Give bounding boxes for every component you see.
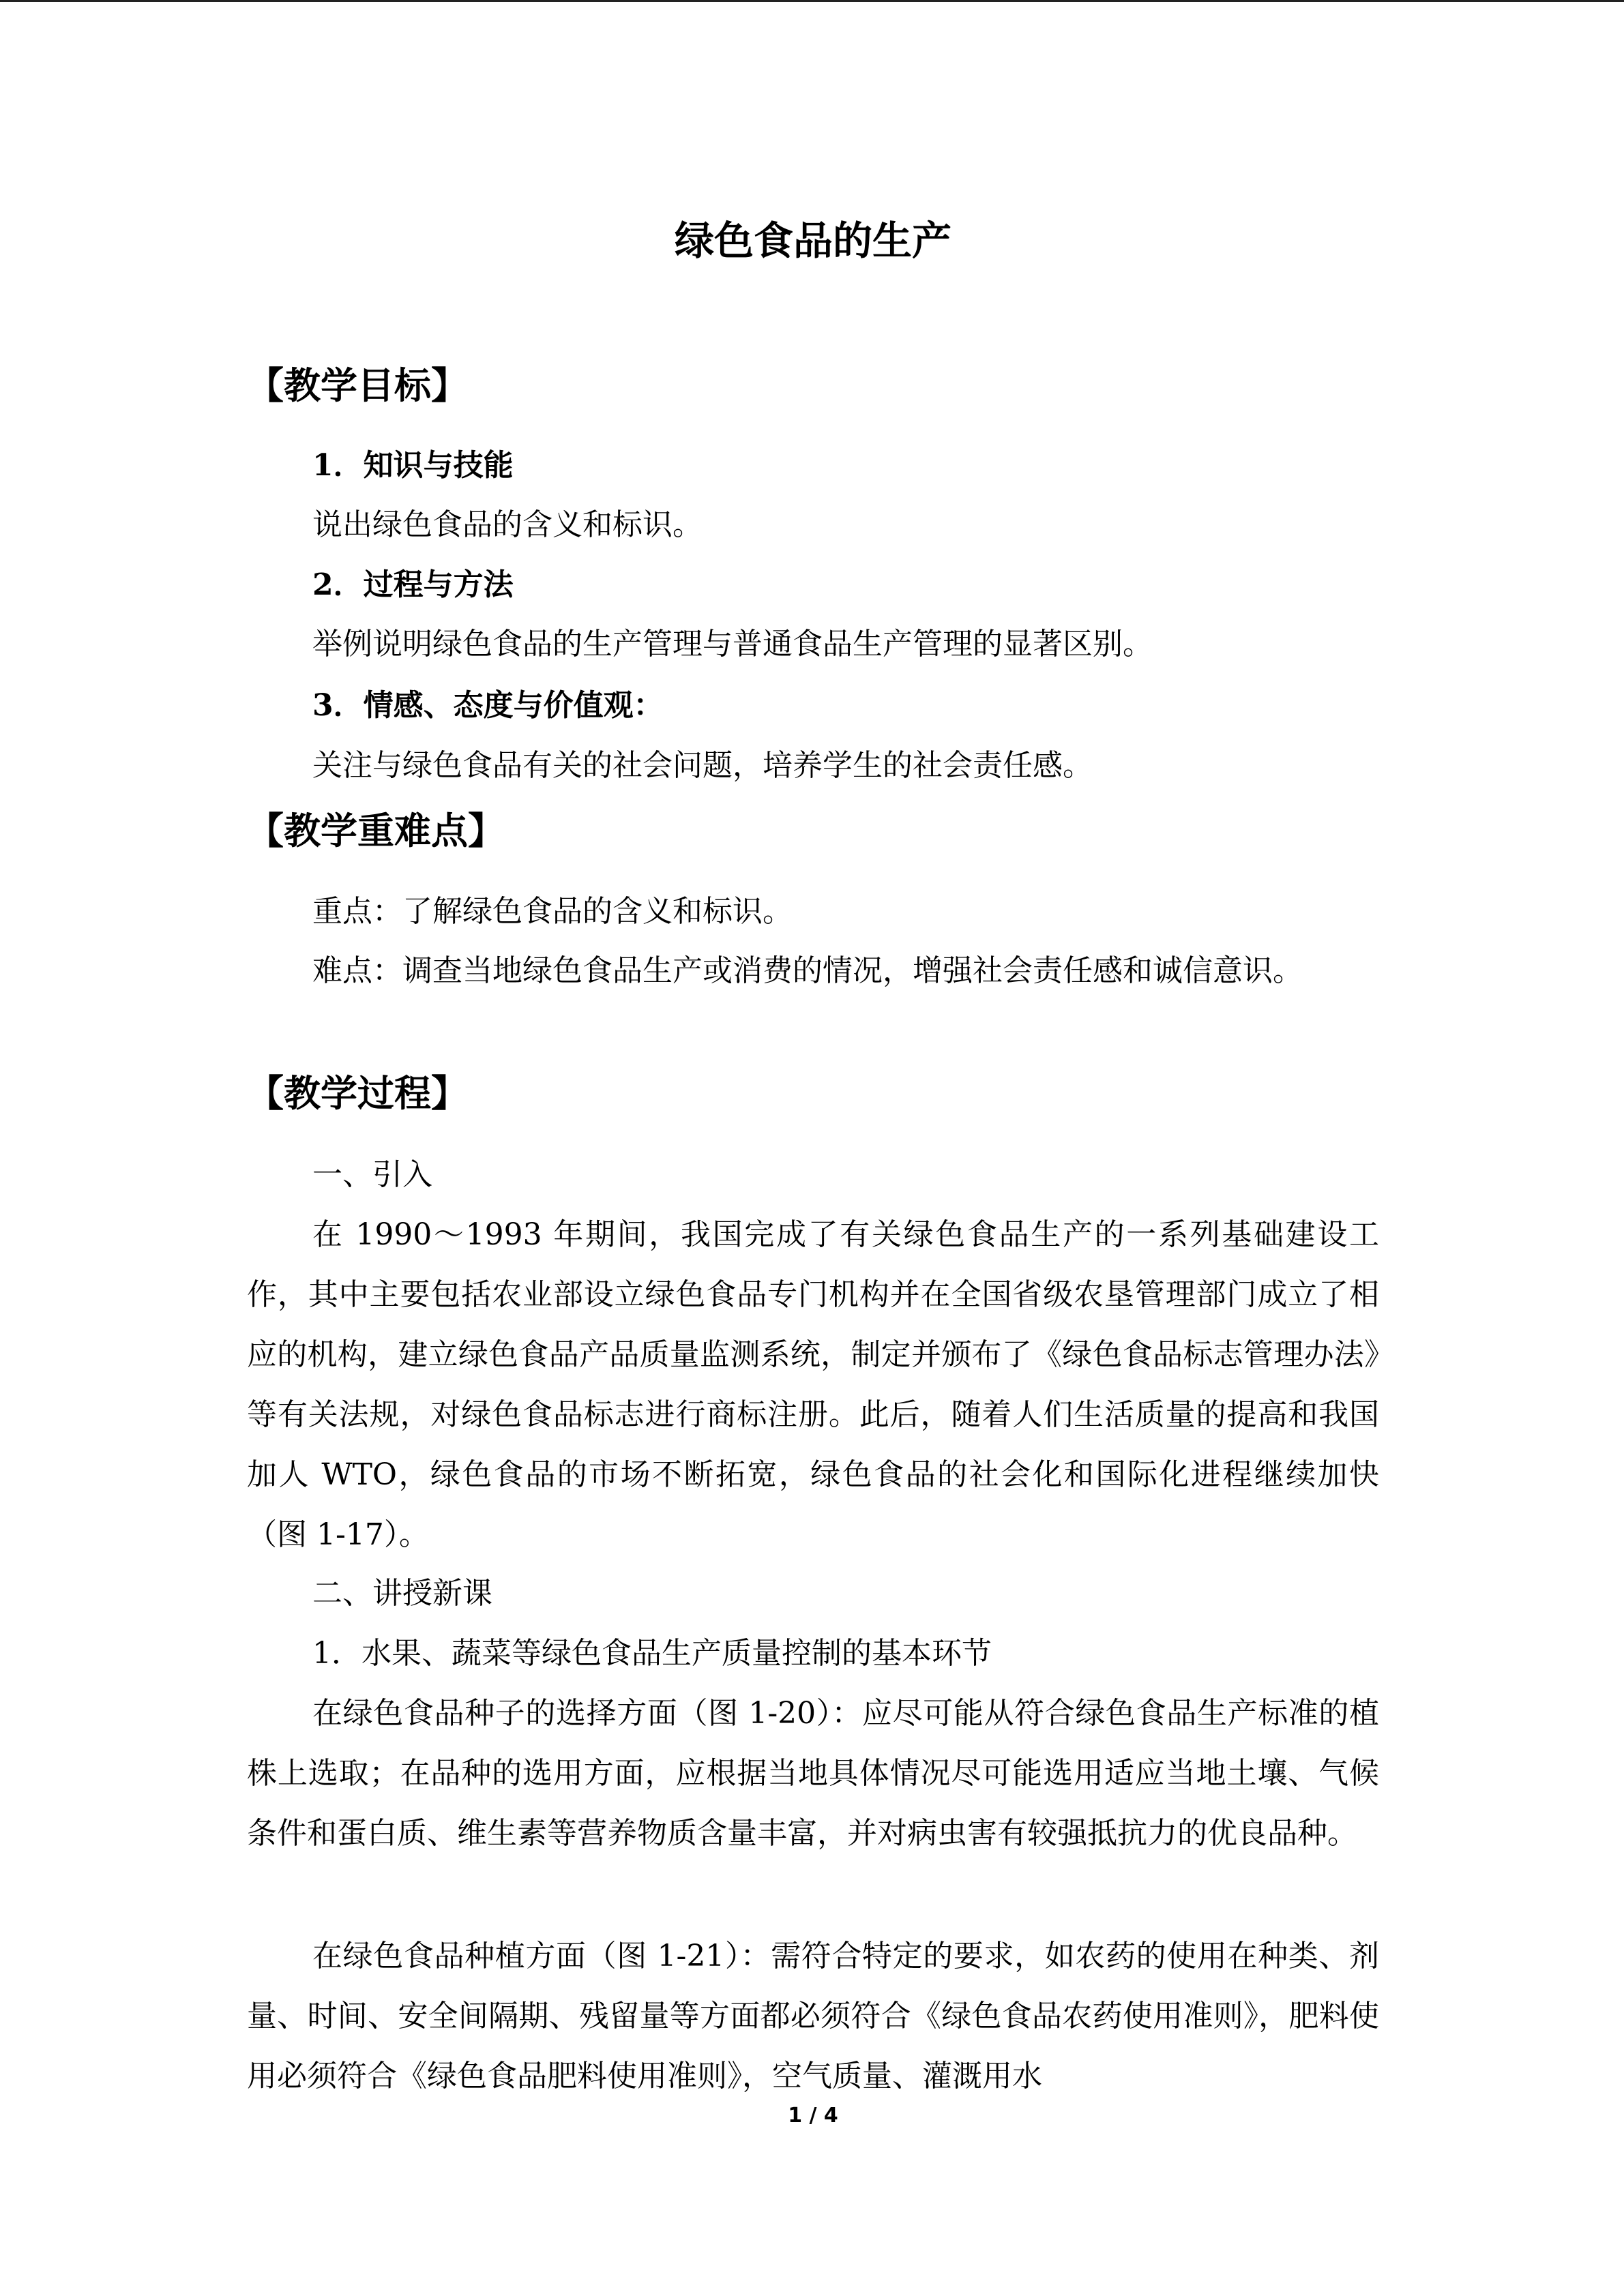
- key-points-heading: 【教学重难点】: [247, 809, 505, 852]
- process-heading: 【教学过程】: [247, 1071, 468, 1115]
- new-lesson-heading: 二、讲授新课: [312, 1576, 492, 1611]
- intro-heading: 一、引入: [312, 1157, 432, 1192]
- objective-1-heading: 1．知识与技能: [312, 448, 514, 483]
- key-point-text: 重点：了解绿色食品的含义和标识。: [312, 894, 793, 929]
- objectives-heading: 【教学目标】: [247, 363, 468, 407]
- topic-1-paragraph-2: 在绿色食品种植方面（图 1-21）：需符合特定的要求，如农药的使用在种类、剂量、时间、安全间隔期、残留量等方面都必须符合《绿色食品农药使用准则》，肥料使用必须符合《绿色食品肥料使用准则》，空气质量、灌溉用水: [247, 1939, 1379, 2093]
- page-number: 1 / 4: [788, 2104, 838, 2128]
- topic-1-heading: 1．水果、蔬菜等绿色食品生产质量控制的基本环节: [312, 1636, 992, 1671]
- difficult-point-text: 难点：调查当地绿色食品生产或消费的情况，增强社会责任感和诚信意识。: [312, 953, 1303, 988]
- document-title: 绿色食品的生产: [674, 218, 951, 264]
- objective-2-text: 举例说明绿色食品的生产管理与普通食品生产管理的显著区别。: [312, 627, 1153, 661]
- objective-1-text: 说出绿色食品的含义和标识。: [312, 507, 703, 542]
- objective-3-text: 关注与绿色食品有关的社会问题，培养学生的社会责任感。: [312, 748, 1093, 783]
- top-border: [0, 0, 1624, 2]
- topic-1-paragraph-1: 在绿色食品种子的选择方面（图 1-20）：应尽可能从符合绿色食品生产标准的植株上选取；在品种的选用方面，应根据当地具体情况尽可能选用适应当地土壤、气候条件和蛋白质、维生素等营养物质含量丰富，并对病虫害有较强抵抗力的优良品种。: [247, 1696, 1379, 1851]
- objective-3-heading: 3．情感、态度与价值观：: [312, 688, 664, 723]
- objective-2-heading: 2．过程与方法: [312, 567, 514, 602]
- intro-paragraph: 在 1990～1993 年期间，我国完成了有关绿色食品生产的一系列基础建设工作，其中主要包括农业部设立绿色食品专门机构并在全国省级农垦管理部门成立了相应的机构，建立绿色食品产品质量监测系统，制定并颁布了《绿色食品标志管理办法》等有关法规，对绿色食品标志进行商标注册。此后，随着人们生活质量的提高和我国加人 WTO，绿色食品的市场不断拓宽，绿色食品的社会化和国际化进程继续加快（图 1-17）。: [247, 1217, 1379, 1552]
